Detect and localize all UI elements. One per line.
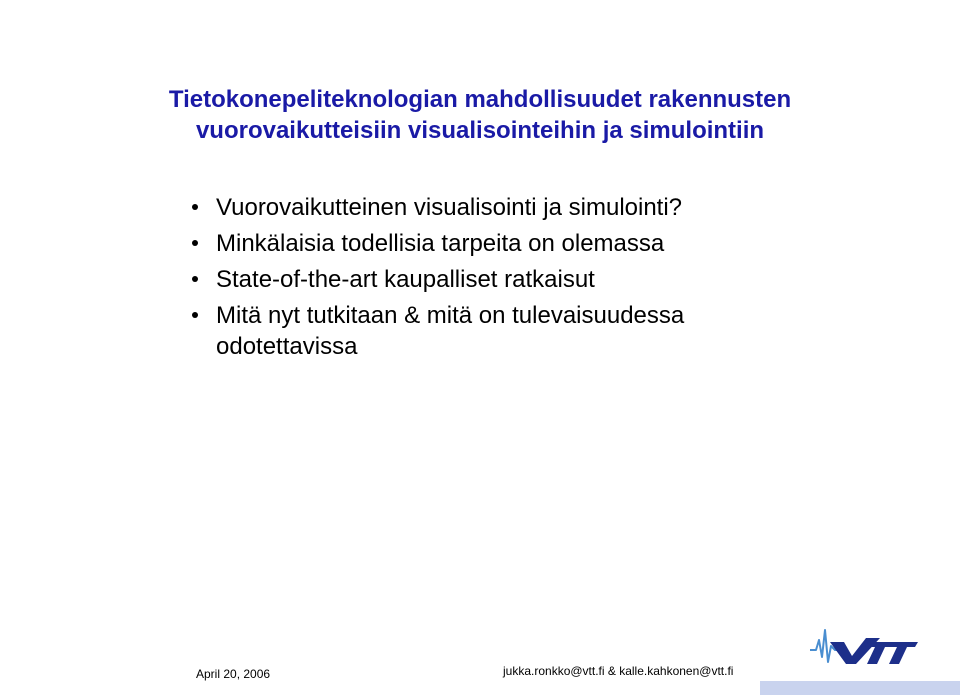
bullet-item xyxy=(192,228,812,259)
logo-t2-shape xyxy=(889,642,918,664)
footer-email: jukka.ronkko@vtt.fi & kalle.kahkonen@vtt.fi xyxy=(503,664,734,678)
bullet-item xyxy=(192,192,812,223)
slide-title-line-1: Tietokonepeliteknologian mahdollisuudet rakennusten xyxy=(168,86,792,113)
footer-accent-bar xyxy=(760,681,960,695)
bullet-text: Minkälaisia todellisia tarpeita on olemassa xyxy=(216,230,665,257)
footer-date: April 20, 2006 xyxy=(196,667,271,681)
bullet-dot-icon xyxy=(192,312,198,318)
bullet-text: Mitä nyt tutkitaan & mitä on tulevaisuudessa odotettavissa xyxy=(216,302,685,360)
bullet-dot-icon xyxy=(192,276,198,282)
slide-title xyxy=(0,84,960,146)
bullet-dot-icon xyxy=(192,204,198,210)
bullet-list xyxy=(192,192,812,367)
bullet-dot-icon xyxy=(192,240,198,246)
bullet-item xyxy=(192,300,812,362)
bullet-text: Vuorovaikutteinen visualisointi ja simulointi? xyxy=(216,194,683,221)
bullet-text: State-of-the-art kaupalliset ratkaisut xyxy=(216,266,595,293)
slide-title-line-2: vuorovaikutteisiin visualisointeihin ja simulointiin xyxy=(195,117,765,144)
bullet-item xyxy=(192,264,812,295)
vtt-logo-icon xyxy=(808,626,918,666)
